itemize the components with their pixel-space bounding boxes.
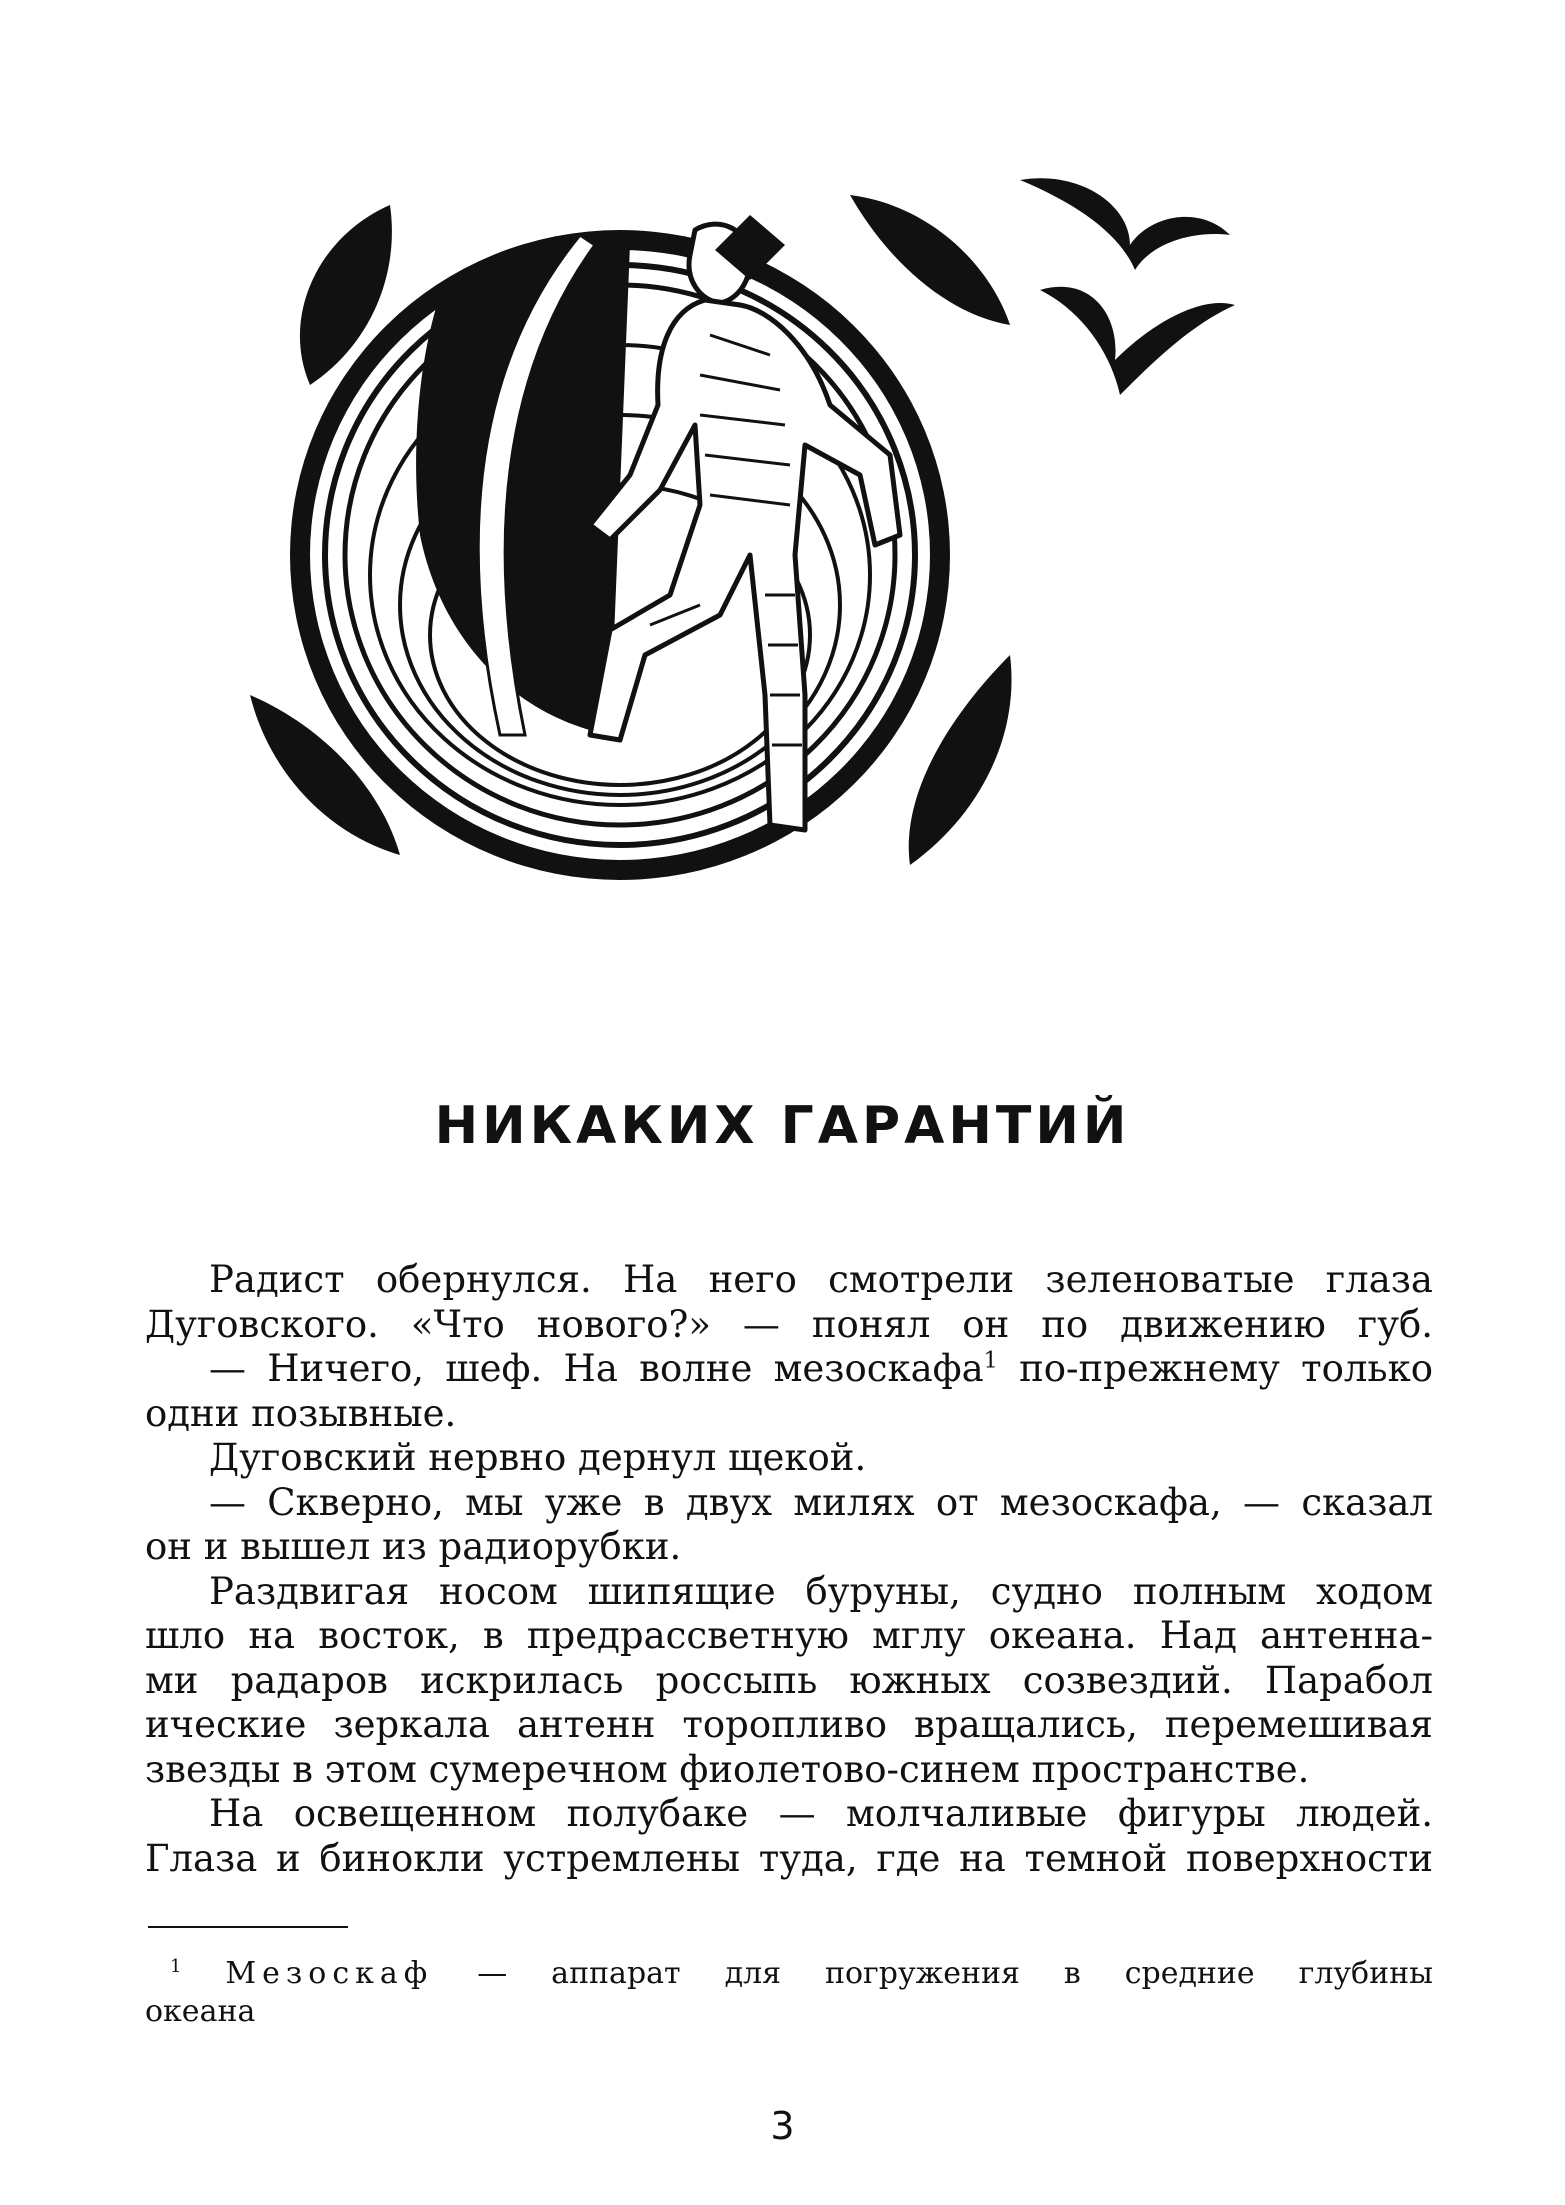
text-fragment: по-прежнему только [1019, 1347, 1433, 1390]
text-line: Глаза и бинокли устремлены туда, где на темной поверхности [145, 1836, 1433, 1880]
footnote-divider [148, 1926, 348, 1928]
text-line: ические зеркала антенн торопливо вращались, перемешивая [145, 1703, 1433, 1746]
page-number: 3 [770, 2104, 795, 2148]
text-line: Раздвигая носом шипящие буруны, судно полным ходом [209, 1569, 1433, 1613]
text-line: Дуговский нервно дернул щекой. [209, 1436, 867, 1479]
text-line: он и вышел из радиорубки. [145, 1525, 682, 1568]
footnote-term: Мезоскаф [225, 1956, 434, 1991]
text-line: На освещенном полубаке — молчаливые фигуры людей. [209, 1792, 1433, 1835]
text-fragment: — Ничего, шеф. На волне мезоскафа [209, 1347, 984, 1390]
body-text [145, 1258, 1433, 1881]
text-line: — Скверно, мы уже в двух милях от мезоскафа, — сказал [209, 1480, 1433, 1524]
text-line: звезды в этом сумеречном фиолетово-синем пространстве. [145, 1747, 1310, 1791]
chapter-illustration [250, 175, 1330, 1005]
text-line: шло на восток, в предрассветную мглу океана. Над антенна- [145, 1614, 1433, 1657]
running-man-emblem-icon [250, 175, 1330, 1005]
text-line: Дуговского. «Что нового?» — понял он по движению губ. [145, 1302, 1433, 1346]
footnote-definition: — аппарат для погружения в средние глубины [477, 1956, 1433, 1991]
footnote-line [145, 1955, 1433, 1993]
text-line: одни позывные. [145, 1391, 457, 1435]
footnote-mark: 1 [170, 1956, 182, 1977]
text-line: ми радаров искрилась россыпь южных созвездий. Парабол [145, 1658, 1433, 1702]
chapter-title: НИКАКИХ ГАРАНТИЙ [434, 1096, 1131, 1156]
footnote-line: океана [145, 1994, 256, 2029]
footnote [145, 1955, 1433, 2031]
text-line [145, 1347, 1433, 1392]
text-line: Радист обернулся. На него смотрели зеленоватые глаза [209, 1258, 1433, 1301]
footnote-reference[interactable]: 1 [983, 1347, 998, 1374]
